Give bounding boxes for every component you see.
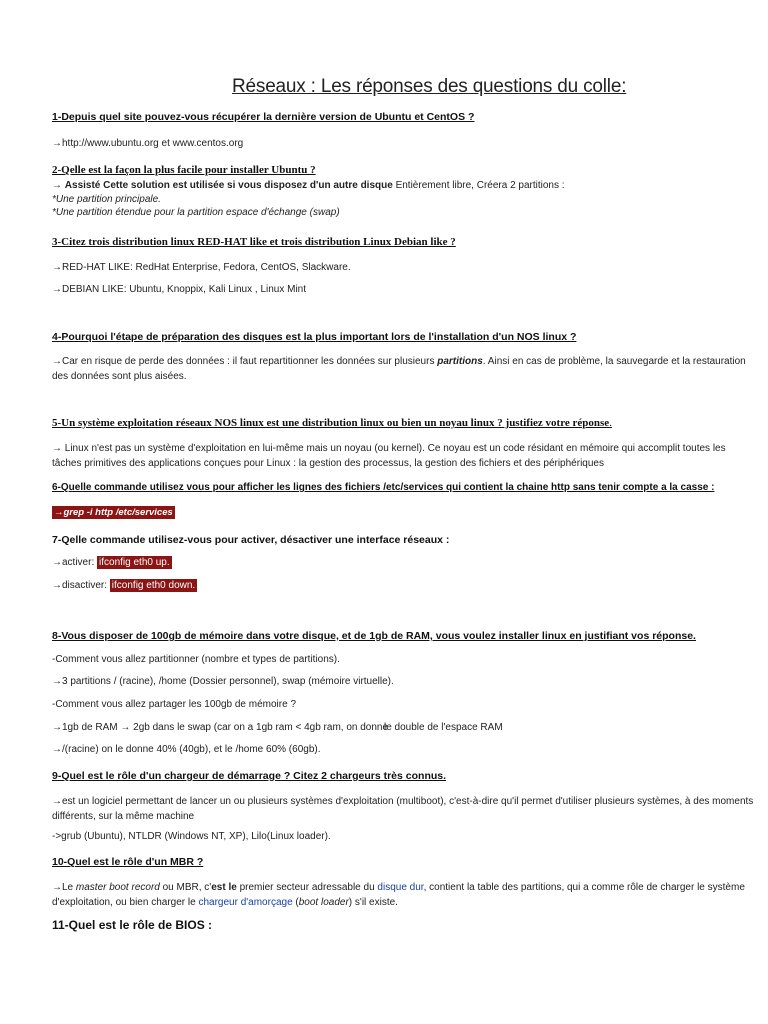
answer-6	[52, 507, 175, 518]
answer-2-line3: *Une partition étendue pour la partition espace d'échange (swap)	[52, 207, 340, 218]
arrow-icon: →	[52, 443, 62, 454]
answer-7-disactiver	[52, 580, 197, 591]
question-4: 4-Pourquoi l'étape de préparation des disques est la plus important lors de l'installation d'un NOS linux ?	[52, 331, 577, 343]
answer-2-line2: *Une partition principale.	[52, 194, 161, 205]
answer-10-a12: boot loader	[298, 897, 349, 908]
answer-10-a9: de charger le système d'exploitation, ou bien charger le	[52, 882, 745, 908]
arrow-icon: →	[52, 138, 62, 149]
answer-8-line5	[52, 744, 321, 755]
answer-8-line3: -Comment vous allez partager les 100gb de mémoire ?	[52, 699, 297, 710]
answer-4	[52, 354, 757, 384]
question-10: 10-Quel est le rôle d'un MBR ?	[52, 856, 204, 868]
disactiver-label: disactiver:	[62, 580, 110, 591]
arrow-icon: →	[54, 507, 64, 518]
question-5	[52, 417, 612, 429]
answer-7-activer	[52, 557, 172, 568]
answer-10-a13: ) s'il existe.	[348, 897, 398, 908]
arrow-icon: →	[52, 580, 62, 591]
answer-4-text-b: . Ainsi en cas de problème, la sauvegarde et la restauration des données sont plus aisées.	[52, 356, 746, 382]
answer-8-line4a: 1gb de RAM	[62, 722, 121, 733]
answer-8-line4	[52, 722, 388, 733]
answer-8-line1: -Comment vous allez partitionner (nombre et types de partitions).	[52, 654, 340, 665]
question-3: 3-Citez trois distribution linux RED-HAT like et trois distribution Linux Debian like ?	[52, 236, 456, 248]
arrow-icon: →	[52, 356, 62, 367]
question-1: 1-Depuis quel site pouvez-vous récupérer la dernière version de Ubuntu et CentOS ?	[52, 111, 475, 123]
answer-2-bold: Assisté Cette solution est utilisée si vous disposez d'un autre disque	[64, 180, 393, 191]
answer-10-a4: est le	[211, 882, 237, 893]
answer-9-text: est un logiciel permettant de lancer un ou plusieurs systèmes d'exploitation (multiboot), c'est-à-dire qu'il permet d'utiliser plusieurs systèmes, à des moments différents, sur la même machine	[52, 796, 754, 822]
arrow-icon: →	[52, 722, 62, 733]
answer-5-text: Linux n'est pas un système d'exploitation en lui-même mais un noyau (ou kernel). Ce noyau est un code résidant en mémoire qui accomplit toutes les tâches primitives des applications conçues pour Linux : la gestion des processus, la gestion des fichiers et des périphériques	[52, 443, 726, 469]
arrow-icon: →	[52, 284, 62, 295]
answer-10-a7: , contient la table des partitions, qui a	[423, 882, 592, 893]
page-title: Réseaux : Les réponses des questions du colle:	[232, 76, 627, 97]
arrow-icon: →	[52, 676, 62, 687]
answer-10-a8: comme rôle	[591, 882, 644, 893]
question-2: 2-Qelle est la façon la plus facile pour installer Ubuntu ?	[52, 164, 316, 176]
answer-10-a3: ou MBR, c'	[159, 882, 212, 893]
arrow-icon: →	[120, 722, 131, 733]
answer-9	[52, 794, 757, 824]
answer-8-line2	[52, 676, 394, 687]
activer-command: ifconfig eth0 up.	[99, 557, 170, 568]
arrow-icon: →	[52, 882, 62, 893]
answer-4-emph: partitions	[437, 356, 483, 367]
answer-1	[52, 138, 243, 149]
question-8: 8-Vous disposer de 100gb de mémoire dans votre disque, et de 1gb de RAM, vous voulez installer linux en justifiant vos réponse.	[52, 630, 696, 642]
answer-10-a11: (	[292, 897, 299, 908]
answer-5	[52, 441, 757, 471]
answer-3-line2	[52, 284, 306, 295]
command-highlight	[52, 506, 175, 519]
question-5-text: 5-Un système exploitation réseaux NOS linux est une distribution linux ou bien un noyau linux ? justifiez votre réponse	[52, 417, 610, 429]
answer-3-text1: RED-HAT LIKE: RedHat Enterprise, Fedora, CentOS, Slackware.	[62, 262, 351, 273]
answer-2	[52, 180, 565, 191]
answer-10-a2: master boot record	[75, 882, 160, 893]
question-6: 6-Quelle commande utilisez vous pour afficher les lignes des fichiers /etc/services qui contient la chaine http sans tenir compte a la casse :	[52, 482, 715, 493]
arrow-icon: →	[52, 557, 62, 568]
answer-4-text-a: Car en risque de perde des données : il faut repartitionner les données sur plusieurs	[62, 356, 438, 367]
answer-8-line2-text: 3 partitions / (racine), /home (Dossier personnel), swap (mémoire virtuelle).	[62, 676, 394, 687]
answer-8-line5-text: /(racine) on le donne 40% (40gb), et le /home 60% (60gb).	[62, 744, 321, 755]
answer-10-a1: Le	[62, 882, 76, 893]
answer-9-line2: ->grub (Ubuntu), NTLDR (Windows NT, XP), Lilo(Linux loader).	[52, 831, 331, 842]
answer-1-text: http://www.ubuntu.org et www.centos.org	[62, 138, 244, 149]
question-5-end: .	[609, 417, 612, 429]
question-9: 9-Quel est le rôle d'un chargeur de démarrage ? Citez 2 chargeurs très connus.	[52, 770, 447, 782]
answer-8-line4c: le double de l'espace RAM	[384, 722, 503, 733]
chargeur-amorcage-link[interactable]: chargeur d'amorçage	[198, 897, 293, 908]
answer-6-text: grep -i http /etc/services	[63, 507, 173, 518]
answer-3-text2: DEBIAN LIKE: Ubuntu, Knoppix, Kali Linux , Linux Mint	[62, 284, 307, 295]
arrow-icon: →	[52, 796, 62, 807]
arrow-icon: →	[52, 744, 62, 755]
arrow-icon: →	[52, 262, 62, 273]
answer-8-line4b: 2gb dans le swap (car on a 1gb ram < 4gb ram, on donne	[130, 722, 389, 733]
answer-3-line1	[52, 262, 351, 273]
arrow-icon: →	[52, 180, 62, 191]
answer-10	[52, 880, 757, 910]
question-11: 11-Quel est le rôle de BIOS :	[52, 918, 213, 932]
question-7: 7-Qelle commande utilisez-vous pour activer, désactiver une interface réseaux :	[52, 534, 450, 546]
disque-dur-link[interactable]: disque dur	[377, 882, 424, 893]
answer-2-rest: Entièrement libre, Créera 2 partitions :	[392, 180, 565, 191]
answer-10-a5: premier secteur adressable du	[236, 882, 378, 893]
disactiver-command: ifconfig eth0 down.	[111, 580, 196, 591]
activer-label: activer:	[62, 557, 98, 568]
